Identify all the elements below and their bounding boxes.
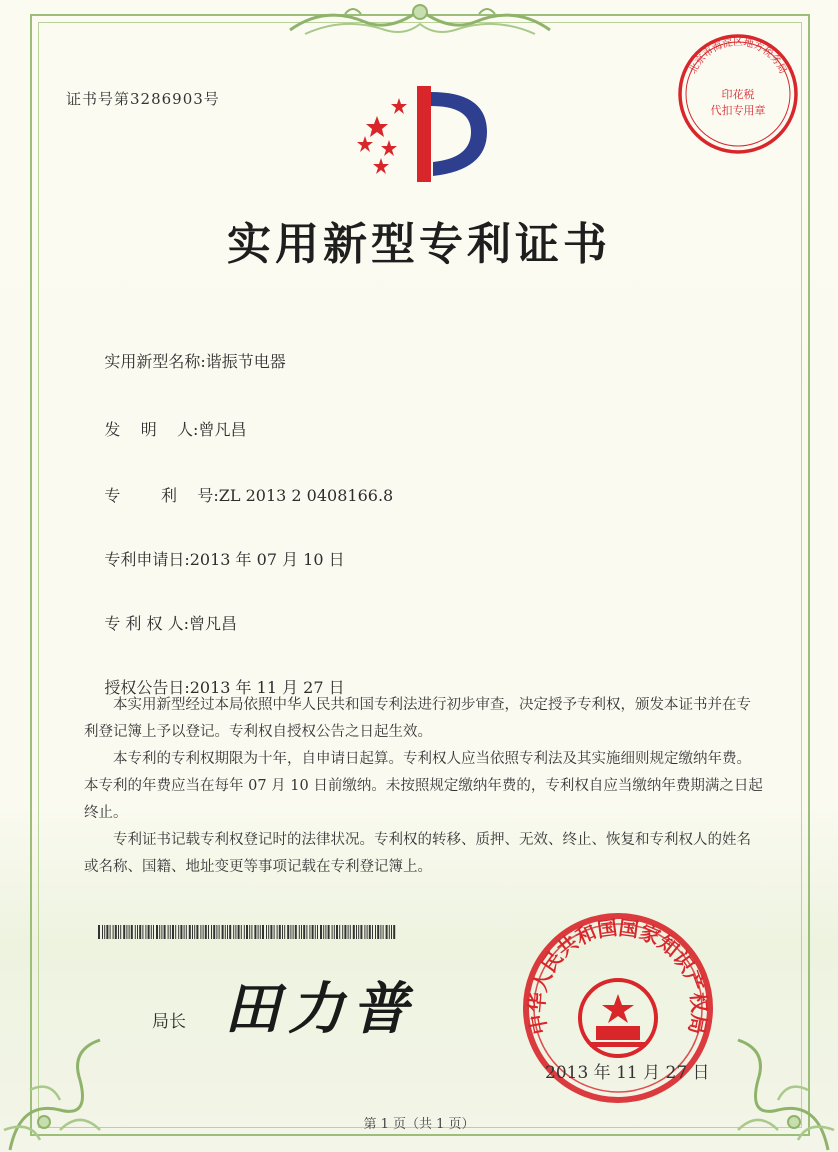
body-paragraph: 本专利的专利权期限为十年，自申请日起算。专利权人应当依照专利法及其实施细则规定缴纳年费。本专利的年费应当在每年 07 月 10 日前缴纳。未按照规定缴纳年费的，专利权自应当缴纳年费期满之日起终止。	[84, 751, 763, 821]
certificate-body	[84, 692, 764, 881]
field-utility-model-name	[84, 330, 286, 391]
field-application-date	[84, 528, 345, 589]
signature-text: 田力普	[224, 976, 416, 1042]
field-label: 专利申请日:	[104, 550, 190, 569]
field-label: 授权公告日:	[104, 678, 190, 697]
stamp-ring-text: 北京市海淀区地方税务局	[687, 37, 789, 76]
field-value: ZL 2013 2 0408166.8	[218, 486, 394, 505]
svg-text:中华人民共和国国家知识产权局	[524, 915, 711, 1036]
field-value: 2013 年 11 月 27 日	[189, 678, 345, 697]
field-value: 曾凡昌	[198, 420, 247, 439]
stamp-center-line1: 印花税	[721, 88, 755, 101]
page-number: 第 1 页（共 1 页）	[363, 1117, 475, 1132]
field-label: 专 利 号:	[104, 486, 219, 505]
seal-ring-text: 中华人民共和国国家知识产权局	[524, 915, 712, 1037]
certificate-number: 证书号第3286903号	[66, 90, 220, 108]
national-emblem-icon	[580, 980, 656, 1056]
field-label: 实用新型名称:	[104, 352, 206, 371]
director-label: 局长	[152, 1012, 186, 1032]
page-title: 实用新型专利证书	[227, 219, 611, 270]
stamp-center-line2: 代扣专用章	[710, 104, 766, 117]
field-patentee	[84, 592, 237, 653]
svg-text:北京市海淀区地方税务局	[687, 35, 789, 75]
top-ornament-icon	[285, 0, 555, 40]
field-inventor	[84, 398, 246, 459]
barcode-icon	[98, 925, 398, 939]
field-value: 2013 年 07 月 10 日	[189, 550, 345, 569]
director-signature-icon	[218, 962, 438, 1052]
field-value: 曾凡昌	[189, 614, 238, 633]
seal-date: 2013 年 11 月 27 日	[545, 1063, 710, 1083]
field-label: 专 利 权 人:	[104, 614, 189, 633]
field-value: 谐振节电器	[205, 352, 286, 371]
field-label: 发 明 人:	[104, 420, 199, 439]
body-paragraph: 本实用新型经过本局依照中华人民共和国专利法进行初步审查，决定授予专利权，颁发本证书并在专利登记簿上予以登记。专利权自授权公告之日起生效。	[84, 697, 751, 740]
sipo-emblem-icon	[355, 78, 495, 188]
body-paragraph: 专利证书记载专利权登记时的法律状况。专利权的转移、质押、无效、终止、恢复和专利权人的姓名或名称、国籍、地址变更等事项记载在专利登记簿上。	[84, 832, 751, 875]
stamp-duty-seal-icon	[676, 32, 800, 156]
field-patent-number	[84, 464, 393, 525]
